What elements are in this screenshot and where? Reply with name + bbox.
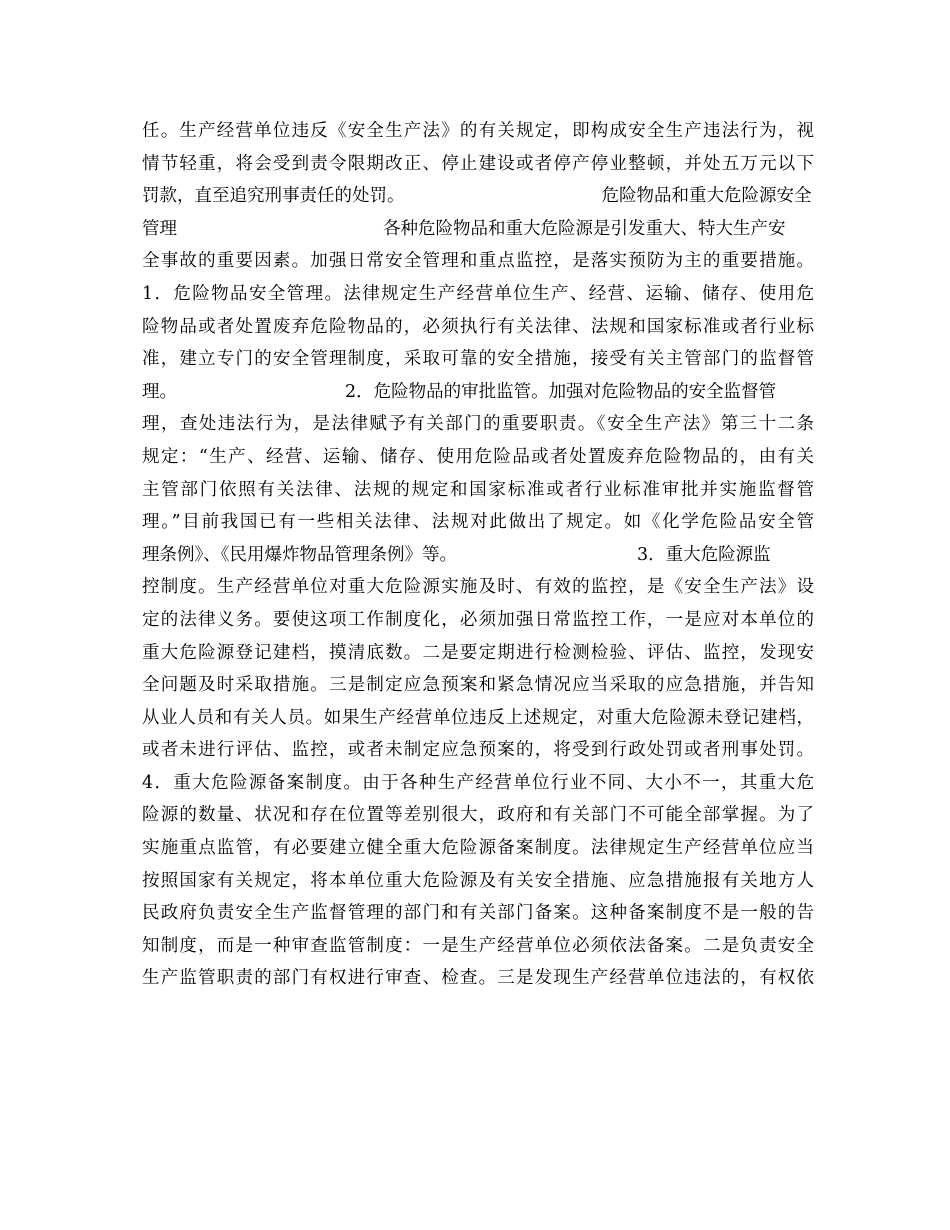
text-line: 从业人员和有关人员。如果生产经营单位违反上述规定，对重大危险源未登记建档， (142, 707, 814, 728)
text-line: 理。”目前我国已有一些相关法律、法规对此做出了规定。如《化学危险品安全管 (142, 512, 814, 533)
text-segment: 危险物品和重大危险源安全 (601, 186, 812, 207)
text-line (142, 213, 814, 246)
text-line: 险源的数量、状况和存在位置等差别很大，政府和有关部门不可能全部掌握。为了 (142, 805, 814, 826)
text-line (142, 539, 814, 572)
text-line: 险物品或者处置废弃危险物品的，必须执行有关法律、法规和国家标准或者行业标 (142, 316, 814, 337)
text-line: 或者未进行评估、监控，或者未制定应急预案的，将受到行政处罚或者刑事处罚。 (142, 740, 814, 761)
text-line: 民政府负责安全生产监督管理的部门和有关部门备案。这种备案制度不是一般的告 (142, 903, 814, 924)
document-body (142, 115, 814, 995)
text-line (142, 376, 814, 409)
text-line: 全问题及时采取措施。三是制定应急预案和紧急情况应当采取的应急措施，并告知 (142, 675, 814, 696)
text-line: 实施重点监管，有必要建立健全重大危险源备案制度。法律规定生产经营单位应当 (142, 838, 814, 859)
text-segment: 理条例》、《民用爆炸物品管理条例》等。 (142, 544, 457, 565)
text-line (142, 180, 814, 213)
text-line: 1．危险物品安全管理。法律规定生产经营单位生产、经营、运输、储存、使用危 (142, 283, 814, 304)
text-line: 定的法律义务。要使这项工作制度化，必须加强日常监控工作，一是应对本单位的 (142, 609, 814, 630)
text-line: 4．重大危险源备案制度。由于各种生产经营单位行业不同、大小不一，其重大危 (142, 772, 814, 793)
text-segment: 罚款，直至追究刑事责任的处罚。 (142, 186, 405, 207)
text-line: 规定：“生产、经营、运输、储存、使用危险品或者处置废弃危险物品的，由有关 (142, 446, 814, 467)
text-segment: 2．危险物品的审批监管。加强对危险物品的安全监督管 (345, 381, 777, 402)
text-line: 全事故的重要因素。加强日常安全管理和重点监控，是落实预防为主的重要措施。 (142, 251, 814, 272)
text-line: 主管部门依照有关法律、法规的规定和国家标准或者行业标准审批并实施监督管 (142, 479, 814, 500)
text-line: 控制度。生产经营单位对重大危险源实施及时、有效的监控，是《安全生产法》设 (142, 577, 814, 598)
text-line: 知制度，而是一种审查监管制度：一是生产经营单位必须依法备案。二是负责安全 (142, 935, 814, 956)
text-line: 理，查处违法行为，是法律赋予有关部门的重要职责。《安全生产法》第三十二条 (142, 414, 814, 435)
text-segment: 3．重大危险源监 (637, 544, 771, 565)
text-line: 情节轻重，将会受到责令限期改正、停止建设或者停产停业整顿，并处五万元以下 (142, 153, 814, 174)
text-line: 按照国家有关规定，将本单位重大危险源及有关安全措施、应急措施报有关地方人 (142, 870, 814, 891)
text-line: 准，建立专门的安全管理制度，采取可靠的安全措施，接受有关主管部门的监督管 (142, 349, 814, 370)
text-segment: 各种危险物品和重大危险源是引发重大、特大生产安 (383, 218, 786, 239)
text-line: 任。生产经营单位违反《安全生产法》的有关规定，即构成安全生产违法行为，视 (142, 121, 814, 141)
text-line: 重大危险源登记建档，摸清底数。二是要定期进行检测检验、评估、监控，发现安 (142, 642, 814, 663)
text-segment: 理。 (142, 381, 177, 402)
text-line: 生产监管职责的部门有权进行审查、检查。三是发现生产经营单位违法的，有权依 (142, 968, 814, 989)
text-segment: 管理 (142, 218, 177, 239)
